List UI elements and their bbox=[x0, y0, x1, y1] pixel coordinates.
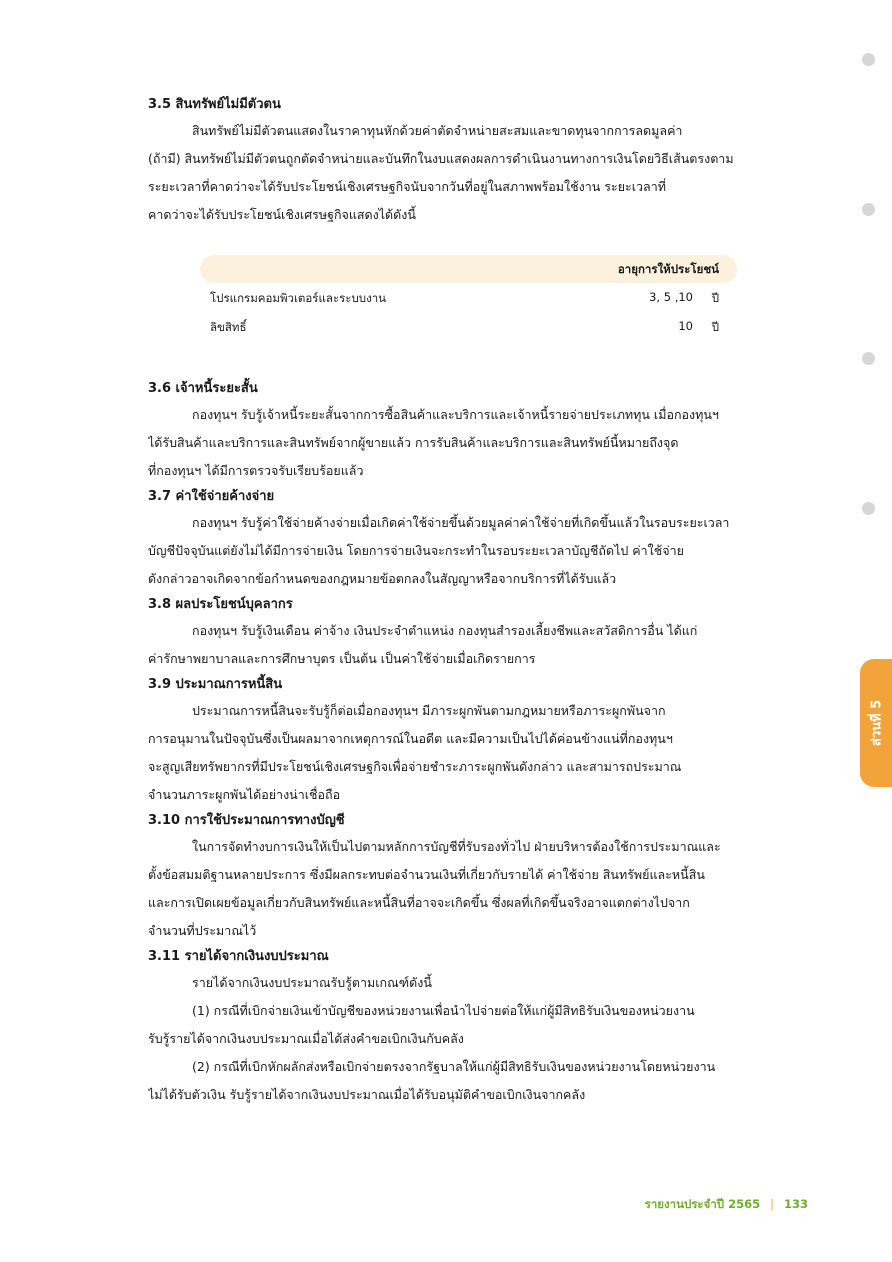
paragraph-line: คาดว่าจะได้รับประโยชน์เชิงเศรษฐกิจแสดงได้ดังนี้ bbox=[148, 207, 416, 222]
asset-name: โปรแกรมคอมพิวเตอร์และระบบงาน bbox=[210, 291, 387, 305]
paragraph-line: ตั้งข้อสมมติฐานหลายประการ ซึ่งมีผลกระทบต่อจำนวนเงินที่เกี่ยวกับรายได้ ค่าใช้จ่าย สินทรัพย์และหนี้สิน bbox=[148, 867, 705, 882]
paragraph-line: ระยะเวลาที่คาดว่าจะได้รับประโยชน์เชิงเศรษฐกิจนับจากวันที่อยู่ในสภาพพร้อมใช้งาน ระยะเวลาที่ bbox=[148, 179, 666, 194]
section-heading-3-6: 3.6 เจ้าหนี้ระยะสั้น bbox=[148, 381, 258, 396]
paragraph-line: การอนุมานในปัจจุบันซึ่งเป็นผลมาจากเหตุการณ์ในอดีต และมีความเป็นไปได้ค่อนข้างแน่ที่กองทุนฯ bbox=[148, 731, 673, 746]
paragraph-line: จะสูญเสียทรัพยากรที่มีประโยชน์เชิงเศรษฐกิจเพื่อจ่ายชำระภาระผูกพันดังกล่าว และสามารถประมาณ bbox=[148, 759, 682, 774]
page-number: 133 bbox=[783, 1197, 808, 1211]
section-heading-3-9: 3.9 ประมาณการหนี้สิน bbox=[148, 677, 283, 692]
section-body-3-11 bbox=[148, 969, 808, 1109]
section-heading-3-7: 3.7 ค่าใช้จ่ายค้างจ่าย bbox=[148, 489, 275, 504]
paragraph-line: (ถ้ามี) สินทรัพย์ไม่มีตัวตนถูกตัดจำหน่ายและบันทึกในงบแสดงผลการดำเนินงานทางการเงินโดยวิธีเส้นตรงตาม bbox=[148, 151, 734, 166]
section-heading-3-8: 3.8 ผลประโยชน์บุคลากร bbox=[148, 597, 293, 612]
table-row bbox=[200, 312, 737, 341]
section-body-3-10 bbox=[148, 833, 808, 945]
paragraph-line: ไม่ได้รับตัวเงิน รับรู้รายได้จากเงินงบประมาณเมื่อได้รับอนุมัติคำขอเบิกเงินจากคลัง bbox=[148, 1087, 586, 1102]
section-side-tab-label: ส่วนที่ 5 bbox=[869, 699, 885, 747]
paragraph-line: ที่กองทุนฯ ได้มีการตรวจรับเรียบร้อยแล้ว bbox=[148, 463, 364, 478]
decorative-dot bbox=[862, 352, 875, 365]
paragraph-line: ค่ารักษาพยาบาลและการศึกษาบุตร เป็นต้น เป็นค่าใช้จ่ายเมื่อเกิดรายการ bbox=[148, 651, 536, 666]
section-body-3-6 bbox=[148, 401, 808, 485]
section-body-3-8 bbox=[148, 617, 808, 673]
paragraph-line: ประมาณการหนี้สินจะรับรู้ก็ต่อเมื่อกองทุนฯ มีภาระผูกพันตามกฎหมายหรือภาระผูกพันจาก bbox=[192, 703, 666, 718]
paragraph-line: กองทุนฯ รับรู้เจ้าหนี้ระยะสั้นจากการซื้อสินค้าและบริการและเจ้าหนี้รายจ่ายประเภททุน เมื่อกองทุนฯ bbox=[192, 407, 719, 422]
section-side-tab bbox=[860, 659, 892, 787]
decorative-dot bbox=[862, 53, 875, 66]
asset-name: ลิขสิทธิ์ bbox=[210, 320, 247, 334]
paragraph-line: ดังกล่าวอาจเกิดจากข้อกำหนดของกฎหมายข้อตกลงในสัญญาหรือจากบริการที่ได้รับแล้ว bbox=[148, 571, 617, 586]
paragraph-line: จำนวนที่ประมาณไว้ bbox=[148, 923, 257, 938]
useful-life-unit: ปี bbox=[711, 320, 719, 334]
footer-separator: | bbox=[770, 1197, 774, 1211]
report-title: รายงานประจำปี 2565 bbox=[644, 1197, 761, 1211]
paragraph-line: กองทุนฯ รับรู้ค่าใช้จ่ายค้างจ่ายเมื่อเกิดค่าใช้จ่ายขึ้นด้วยมูลค่าค่าใช้จ่ายที่เกิดขึ้นแล้วในรอบระยะเวลา bbox=[192, 515, 730, 530]
decorative-dot bbox=[862, 203, 875, 216]
paragraph-line: (2) กรณีที่เบิกหักผลักส่งหรือเบิกจ่ายตรงจากรัฐบาลให้แก่ผู้มีสิทธิรับเงินของหน่วยงานโดยหน่วยงาน bbox=[192, 1059, 716, 1074]
useful-life-value: 3, 5 ,10 bbox=[649, 290, 693, 304]
useful-life-unit: ปี bbox=[711, 291, 719, 305]
useful-life-column-header: อายุการให้ประโยชน์ bbox=[617, 262, 719, 276]
useful-life-table bbox=[200, 255, 737, 341]
paragraph-line: สินทรัพย์ไม่มีตัวตนแสดงในราคาทุนหักด้วยค่าตัดจำหน่ายสะสมและขาดทุนจากการลดมูลค่า bbox=[192, 123, 683, 138]
paragraph-line: ได้รับสินค้าและบริการและสินทรัพย์จากผู้ขายแล้ว การรับสินค้าและบริการและสินทรัพย์นี้หมายถึงจุด bbox=[148, 435, 679, 450]
section-body-3-9 bbox=[148, 697, 808, 809]
paragraph-line: ในการจัดทำงบการเงินให้เป็นไปตามหลักการบัญชีที่รับรองทั่วไป ฝ่ายบริหารต้องใช้การประมาณและ bbox=[192, 839, 721, 854]
useful-life-value: 10 bbox=[678, 319, 693, 333]
paragraph-line: รับรู้รายได้จากเงินงบประมาณเมื่อได้ส่งคำขอเบิกเงินกับคลัง bbox=[148, 1031, 464, 1046]
useful-life-table-header bbox=[200, 255, 737, 283]
section-heading-3-11: 3.11 รายได้จากเงินงบประมาณ bbox=[148, 949, 329, 964]
section-body-3-5 bbox=[148, 117, 808, 229]
table-row bbox=[200, 283, 737, 312]
section-heading-3-5: 3.5 สินทรัพย์ไม่มีตัวตน bbox=[148, 97, 281, 112]
section-heading-3-10: 3.10 การใช้ประมาณการทางบัญชี bbox=[148, 813, 345, 828]
page-footer bbox=[645, 1196, 808, 1214]
section-body-3-7 bbox=[148, 509, 808, 593]
paragraph-line: กองทุนฯ รับรู้เงินเดือน ค่าจ้าง เงินประจำตำแหน่ง กองทุนสำรองเลี้ยงชีพและสวัสดิการอื่น ได้แก่ bbox=[192, 623, 698, 638]
page-content bbox=[148, 93, 808, 1109]
paragraph-line: รายได้จากเงินงบประมาณรับรู้ตามเกณฑ์ดังนี้ bbox=[192, 975, 432, 990]
paragraph-line: (1) กรณีที่เบิกจ่ายเงินเข้าบัญชีของหน่วยงานเพื่อนำไปจ่ายต่อให้แก่ผู้มีสิทธิรับเงินของหน่วยงาน bbox=[192, 1003, 695, 1018]
paragraph-line: และการเปิดเผยข้อมูลเกี่ยวกับสินทรัพย์และหนี้สินที่อาจจะเกิดขึ้น ซึ่งผลที่เกิดขึ้นจริงอาจแตกต่างไปจาก bbox=[148, 895, 690, 910]
paragraph-line: บัญชีปัจจุบันแต่ยังไม่ได้มีการจ่ายเงิน โดยการจ่ายเงินจะกระทำในรอบระยะเวลาบัญชีถัดไป ค่าใช้จ่าย bbox=[148, 543, 684, 558]
paragraph-line: จำนวนภาระผูกพันได้อย่างน่าเชื่อถือ bbox=[148, 787, 341, 802]
decorative-dot bbox=[862, 502, 875, 515]
